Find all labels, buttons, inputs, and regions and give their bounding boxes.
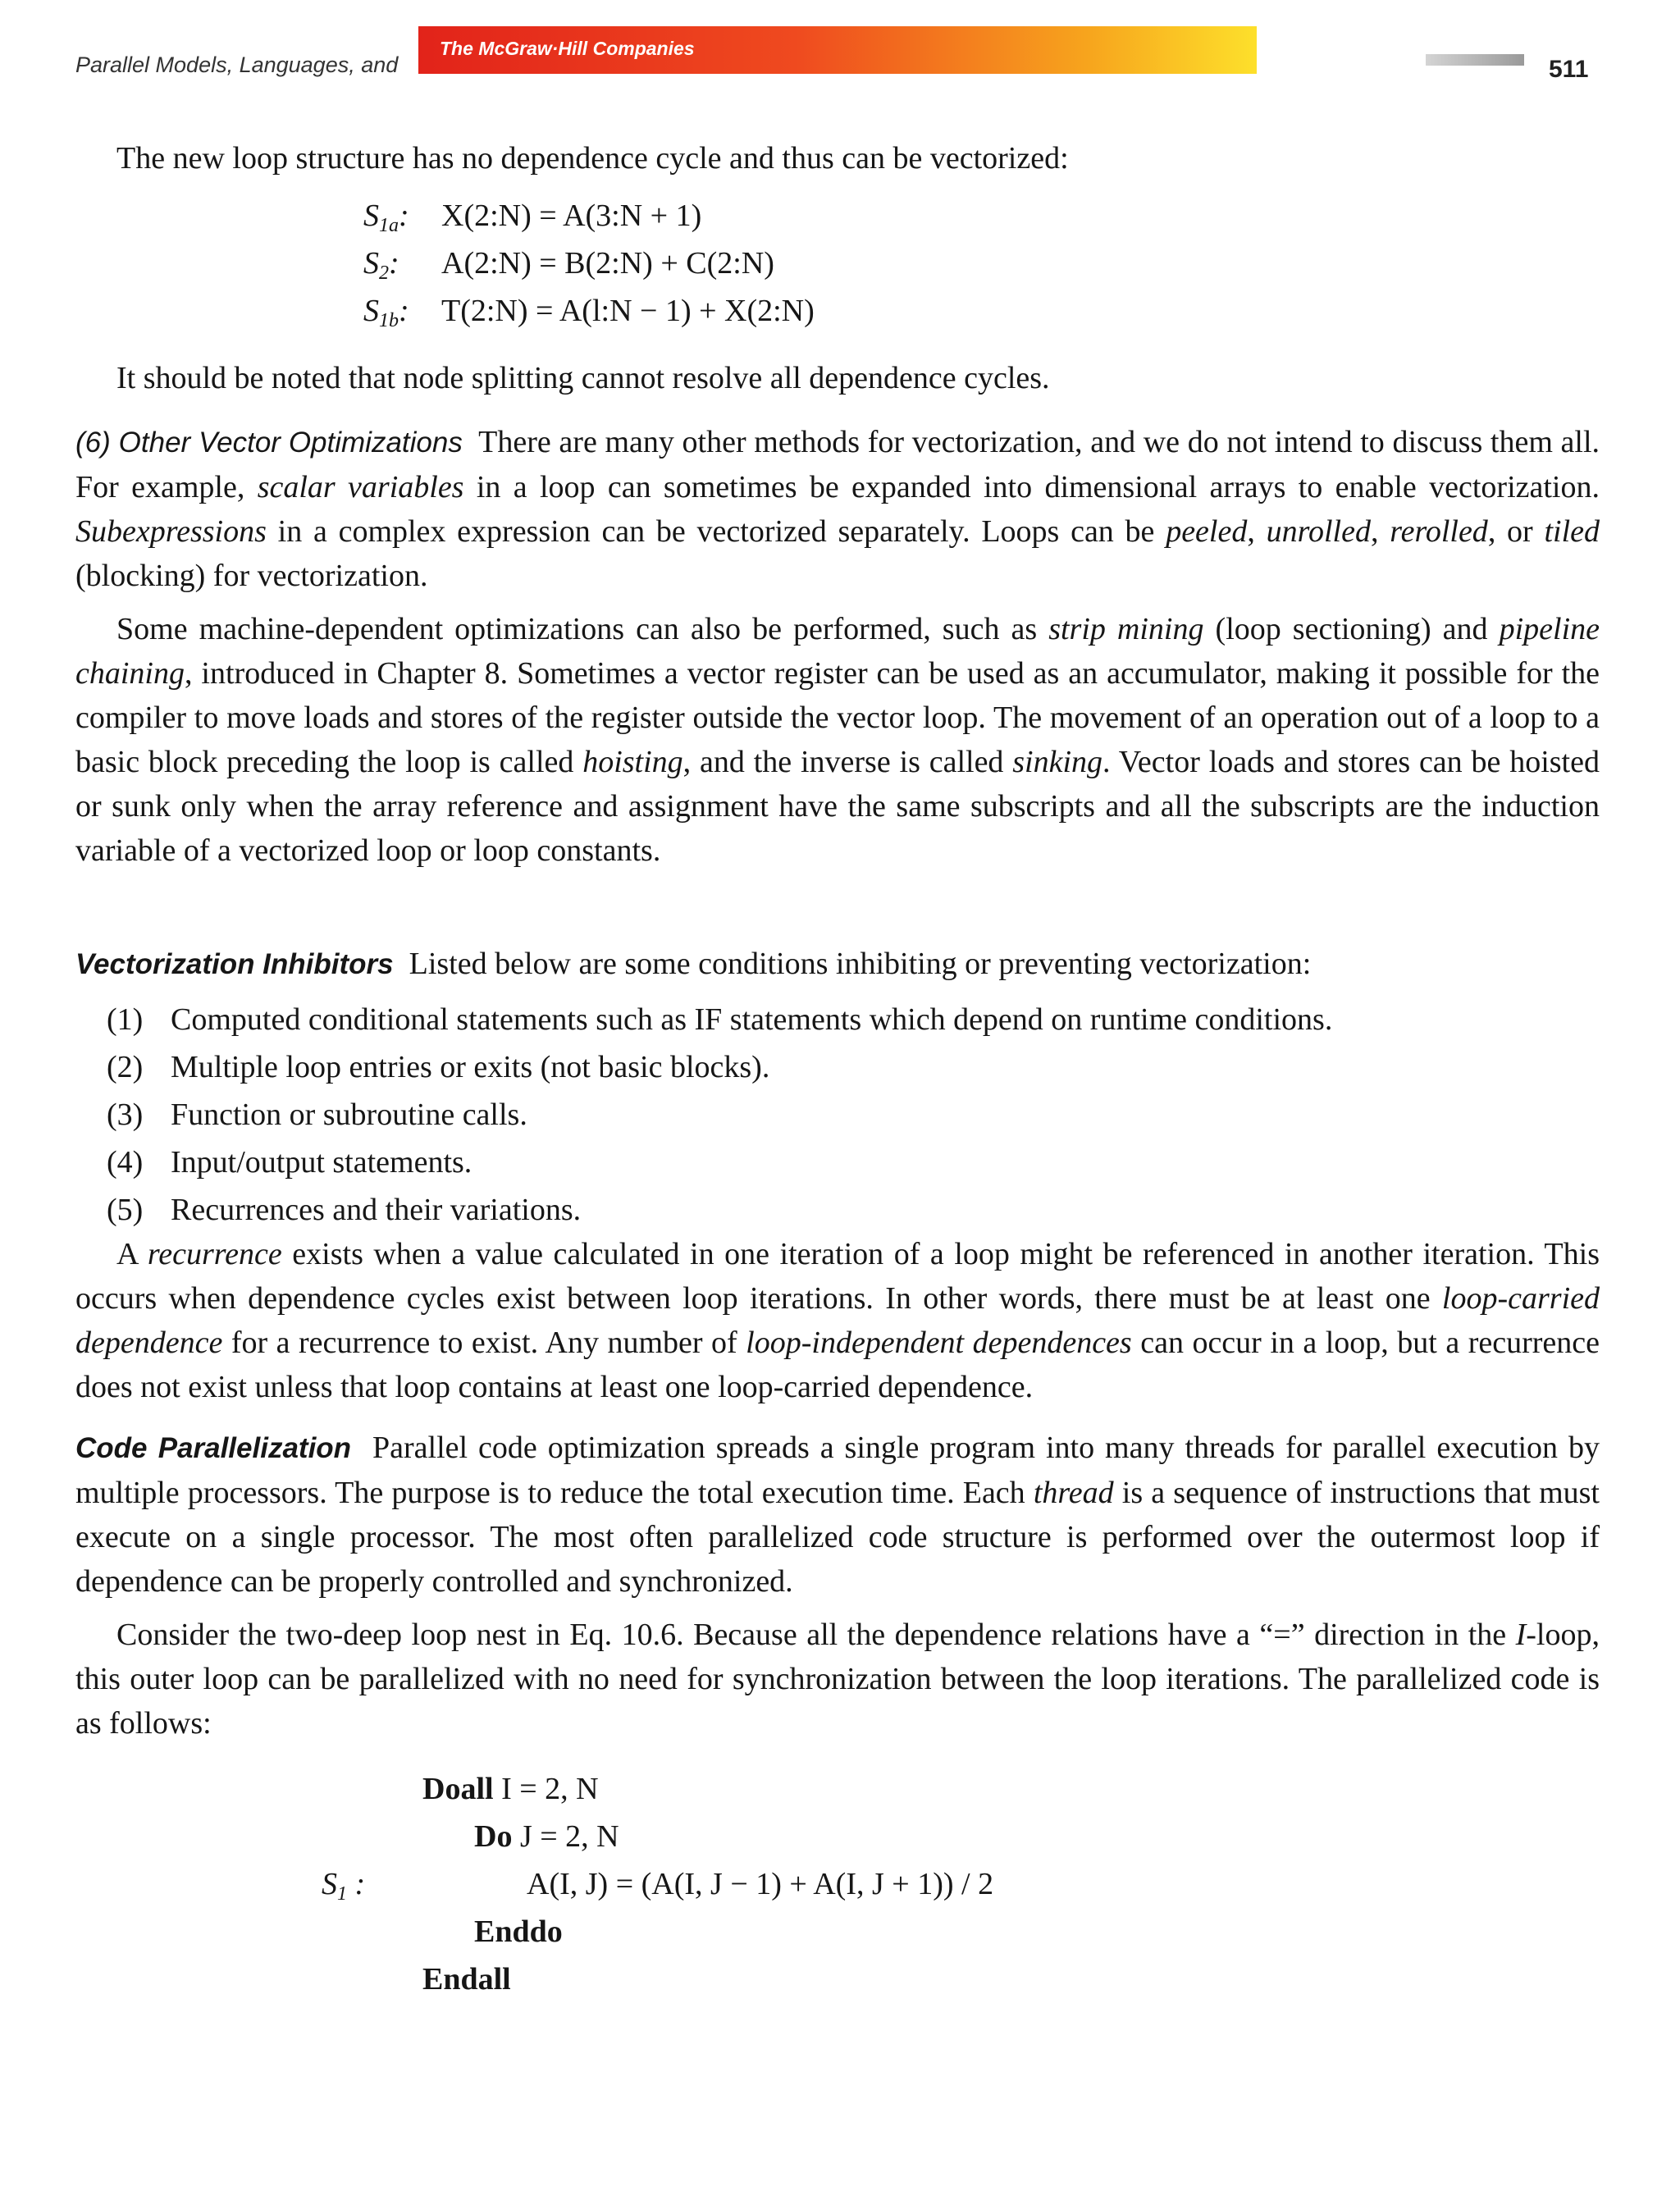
running-head: Parallel Models, Languages, and xyxy=(75,52,399,77)
equation-s1a: $S_{1a}$: X(2:N) = A(3:N + 1) xyxy=(363,199,702,236)
code-statement-label: $S_1$ : xyxy=(322,1867,366,1905)
equation-s1b: $S_{1b}$: T(2:N) = A(l:N − 1) + X(2:N) xyxy=(363,294,815,331)
section-label: Vectorization Inhibitors xyxy=(75,948,394,980)
list-item: (4) Input/output statements. xyxy=(107,1145,472,1180)
code-line-endall: Endall xyxy=(422,1962,511,1996)
list-item: (3) Function or subroutine calls. xyxy=(107,1098,527,1132)
code-line-doall: Doall I = 2, N xyxy=(422,1772,599,1806)
paragraph-intro: The new loop structure has no dependence cycle and thus can be vectorized: xyxy=(116,141,1069,176)
paragraph-node-splitting: It should be noted that node splitting cannot resolve all dependence cycles. xyxy=(116,361,1050,395)
code-line-assignment: A(I, J) = (A(I, J − 1) + A(I, J + 1)) / 2 xyxy=(527,1867,994,1901)
publisher-banner-text: The McGraw·Hill Companies xyxy=(440,38,695,59)
code-line-do: Do J = 2, N xyxy=(474,1819,619,1854)
paragraph-recurrence: A recurrence exists when a value calculated in one iteration of a loop might be referenced in another iteration. This occurs when dependence cycles exist between loop iterations. In other words, there must be at least one loop-carried dependence for a recurrence to exist. Any number of loop-independent dependences can occur in a loop, but a recurrence does not exist unless that loop contains at least one loop-carried dependence. xyxy=(75,1237,1600,1404)
list-item: (2) Multiple loop entries or exits (not basic blocks). xyxy=(107,1050,770,1084)
paragraph-code-parallelization: Code Parallelization Parallel code optimization spreads a single program into many threads for parallel execution by multiple processors. The purpose is to reduce the total execution time. Each thread is a sequence of instructions that must execute on a single processor. The most often parallelized code structure is performed over the outermost loop if dependence can be properly controlled and synchronized. xyxy=(75,1431,1600,1599)
equation-s2: $S_2$: A(2:N) = B(2:N) + C(2:N) xyxy=(363,246,774,284)
header-decoration-bar xyxy=(1426,54,1524,66)
list-item: (1) Computed conditional statements such as IF statements which depend on runtime conditions. xyxy=(107,1002,1333,1037)
section-label: (6) Other Vector Optimizations xyxy=(75,427,463,459)
page-number: 511 xyxy=(1549,56,1589,83)
publisher-banner xyxy=(418,26,1257,74)
paragraph-other-vector-optimizations: (6) Other Vector Optimizations There are many other methods for vectorization, and we do not intend to discuss them all. For example, scalar variables in a loop can sometimes be expanded into dimensional arrays to enable vectorization. Subexpressions in a complex expression can be vectorized separately. Loops can be peeled, unrolled, rerolled, or tiled (blocking) for vectorization. xyxy=(75,425,1600,593)
list-item: (5) Recurrences and their variations. xyxy=(107,1193,582,1227)
code-line-enddo: Enddo xyxy=(474,1914,563,1949)
paragraph-vectorization-inhibitors: Vectorization Inhibitors Listed below are some conditions inhibiting or preventing vectorization: xyxy=(75,947,1312,981)
paragraph-machine-dependent: Some machine-dependent optimizations can also be performed, such as strip mining (loop sectioning) and pipeline chaining, introduced in Chapter 8. Sometimes a vector register can be used as an accumulator, making it possible for the compiler to move loads and stores of the register outside the vector loop. The movement of an operation out of a loop to a basic block preceding the loop is called hoisting, and the inverse is called sinking. Vector loads and stores can be hoisted or sunk only when the array reference and assignment have the same subscripts and all the subscripts are the induction variable of a vectorized loop or loop constants. xyxy=(75,612,1600,868)
section-label: Code Parallelization xyxy=(75,1432,352,1464)
paragraph-two-deep-loop: Consider the two-deep loop nest in Eq. 10.6. Because all the dependence relations have a “=” direction in the I-loop, this outer loop can be parallelized with no need for synchronization between the loop iterations. The parallelized code is as follows: xyxy=(75,1618,1600,1741)
